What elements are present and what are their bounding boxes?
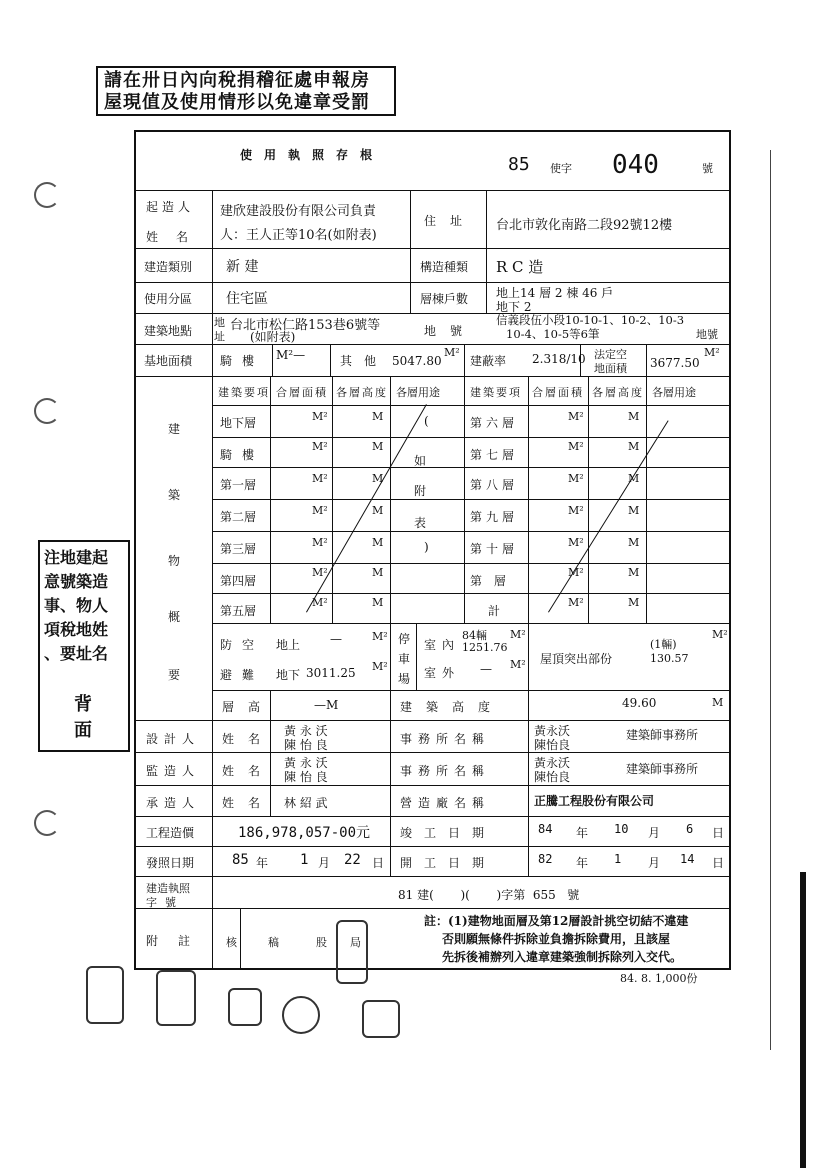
- notes-text-2: 否則願無條件拆除並負擔拆除費用，且該屋: [442, 932, 671, 946]
- unit-m-l4: M: [372, 504, 384, 517]
- unit-m2-r2: M²: [568, 440, 584, 453]
- other-unit: M²: [444, 346, 460, 359]
- parking-label-2: 車: [398, 652, 411, 666]
- unit-m2-l4: M²: [312, 504, 328, 517]
- unit-m2-r1: M²: [568, 410, 584, 423]
- unit-m-r3: M: [628, 472, 640, 485]
- finish-year: 84: [538, 822, 553, 836]
- stamp-left-line-4: 項稅地姓: [44, 620, 109, 639]
- notice-line-2: 屋現值及使用情形以免違章受罰: [104, 92, 370, 113]
- floor-left-4: 第二層: [220, 510, 257, 524]
- overview-side-3: 物: [168, 554, 181, 568]
- site-label: 建築地點: [144, 324, 193, 338]
- title-year: 85: [508, 154, 530, 175]
- shelter-label-2: 避難: [220, 668, 265, 682]
- contractor-name: 林 紹 武: [284, 796, 328, 810]
- designer-name-label: 姓名: [222, 732, 275, 746]
- contractor-firm-label: 營造廠名稱: [400, 796, 491, 810]
- unit-m2-r4: M²: [568, 504, 584, 517]
- shelter-above: 地上: [276, 638, 301, 652]
- category-value: 新 建: [226, 259, 259, 275]
- notice-stamp-left: [38, 540, 130, 752]
- use-text-5: ): [424, 540, 429, 554]
- designer-name-2: 陳 怡 良: [284, 738, 328, 752]
- floor-height-label: 層高: [222, 700, 275, 714]
- finish-month-unit: 月: [648, 826, 661, 840]
- shelter-above-value: —: [330, 632, 342, 646]
- start-month: 1: [614, 852, 622, 866]
- header-height-left: 各層高度: [336, 386, 388, 399]
- overview-side-2: 築: [168, 488, 181, 502]
- notes-stamp-col-3: 股: [316, 936, 327, 949]
- header-item-left: 建築要項: [218, 386, 270, 399]
- unit-m2-l7: M²: [312, 596, 328, 609]
- building-height-unit: M: [712, 696, 724, 709]
- builder-name-label: 姓名: [146, 230, 207, 244]
- header-use-left: 各層用途: [396, 386, 440, 399]
- header-height-right: 各層高度: [592, 386, 644, 399]
- notes-text-3: 先拆後補辦列入違章建築強制拆除列入交代。: [442, 950, 683, 964]
- floors-label: 層棟戶數: [420, 292, 469, 306]
- building-height-label: 建築高度: [400, 700, 505, 714]
- unit-m-l3: M: [372, 472, 384, 485]
- supervisor-office-3: 建築師事務所: [626, 762, 699, 776]
- lot-label-2: 地號: [696, 328, 718, 341]
- lot-label: 地號: [424, 324, 477, 338]
- supervisor-name-2: 陳 怡 良: [284, 770, 328, 784]
- address-label: 住址: [424, 214, 477, 228]
- open-label-2: 地面積: [594, 362, 627, 375]
- supervisor-name-1: 黃 永 沃: [284, 756, 328, 770]
- address-value: 台北市敦化南路二段92號12樓: [496, 218, 673, 233]
- supervisor-name-label: 姓名: [222, 764, 275, 778]
- structure-label: 構造種類: [420, 260, 469, 274]
- floor-right-2: 第七層: [470, 448, 519, 462]
- issue-day: 22: [344, 852, 361, 868]
- floor-right-7: 計: [488, 604, 501, 618]
- binder-hole-bottom: [34, 810, 60, 836]
- seal-2: [156, 970, 196, 1026]
- stamp-left-line-5: 、要址名: [44, 644, 109, 663]
- site-sublabel-2: 址: [214, 330, 225, 343]
- site-value-1: 台北市松仁路153巷6號等: [230, 318, 381, 333]
- start-year: 82: [538, 852, 553, 866]
- site-sublabel-1: 地: [214, 316, 225, 329]
- start-label: 開工日期: [400, 856, 497, 870]
- unit-m-r4: M: [628, 504, 640, 517]
- site-value-2: (如附表): [250, 330, 296, 344]
- floor-right-1: 第六層: [470, 416, 519, 430]
- indoor-unit: M²: [510, 628, 526, 641]
- unit-m2-l5: M²: [312, 536, 328, 549]
- unit-m2-r3: M²: [568, 472, 584, 485]
- use-text-1: (: [424, 414, 429, 428]
- roof-unit: M²: [712, 628, 728, 641]
- header-area-right: 合層面積: [532, 386, 584, 399]
- unit-m-r1: M: [628, 410, 640, 423]
- floor-right-6: 第 層: [470, 574, 510, 588]
- structure-value: R C 造: [496, 258, 544, 276]
- title-prefix: 使字: [550, 162, 572, 175]
- stamp-left-line-3: 事、物人: [44, 596, 109, 615]
- open-unit: M²: [704, 346, 720, 359]
- overview-side-5: 要: [168, 668, 181, 682]
- builder-value-1: 建欣建設股份有限公司負責: [220, 204, 377, 219]
- notes-label: 附註: [146, 934, 211, 948]
- lot-value-1: 信義段伍小段10-10-1、10-2、10-3: [496, 313, 685, 327]
- designer-office-1: 黃永沃: [534, 724, 571, 738]
- contractor-label: 承造人: [146, 796, 201, 810]
- unit-m-r5: M: [628, 536, 640, 549]
- floor-right-5: 第十層: [470, 542, 519, 556]
- issue-month: 1: [300, 852, 309, 868]
- other-value: 5047.80: [392, 354, 442, 368]
- unit-m-r6: M: [628, 566, 640, 579]
- designer-office-label: 事務所名稱: [400, 732, 491, 746]
- right-page-edge: [770, 150, 771, 1050]
- area-label: 基地面積: [144, 354, 193, 368]
- binder-hole-top: [34, 182, 60, 208]
- supervisor-office-2: 陳怡良: [534, 770, 571, 784]
- shelter-label-1: 防空: [220, 638, 265, 652]
- shelter-below-value: 3011.25: [306, 666, 356, 680]
- notes-stamp-col-2: 稿: [268, 936, 279, 949]
- unit-m-r7: M: [628, 596, 640, 609]
- designer-office-3: 建築師事務所: [626, 728, 699, 742]
- issue-month-unit: 月: [318, 856, 331, 870]
- designer-label: 設計人: [146, 732, 201, 746]
- permit-value: 81 建( )( )字第 655 號: [398, 888, 580, 902]
- issue-year-unit: 年: [256, 856, 269, 870]
- start-day: 14: [680, 852, 695, 866]
- start-month-unit: 月: [648, 856, 661, 870]
- unit-m-l1: M: [372, 410, 384, 423]
- print-info: 84. 8. 1,000份: [620, 972, 698, 985]
- coverage-value: 2.318/10: [532, 352, 586, 366]
- stamp-left-back: 背面: [74, 694, 92, 741]
- floors-value-1: 地上14 層 2 棟 46 戶: [496, 286, 614, 300]
- builder-value-2: 人：王人正等10名(如附表): [220, 228, 377, 243]
- lot-value-2: 10-4、10-5等6筆: [506, 327, 600, 341]
- category-label: 建造類別: [144, 260, 193, 274]
- title-suffix: 號: [702, 162, 713, 175]
- builder-label: 起造人: [146, 200, 195, 214]
- indoor-value: 84輛 1251.76: [462, 629, 508, 654]
- finish-year-unit: 年: [576, 826, 589, 840]
- form-title: 使用執照存根: [240, 148, 385, 162]
- outdoor-unit: M²: [510, 658, 526, 671]
- parking-label-3: 場: [398, 672, 411, 686]
- right-edge-shadow: [800, 872, 806, 1168]
- supervisor-label: 監造人: [146, 764, 201, 778]
- use-text-3: 附: [414, 484, 427, 498]
- notes-stamp-col-4: 局: [350, 936, 361, 949]
- unit-m2-l6: M²: [312, 566, 328, 579]
- use-text-4: 表: [414, 516, 427, 530]
- permit-number: 040: [612, 150, 659, 180]
- overview-side-1: 建: [168, 422, 181, 436]
- start-year-unit: 年: [576, 856, 589, 870]
- binder-hole-mid: [34, 398, 60, 424]
- floor-right-4: 第九層: [470, 510, 519, 524]
- shelter-above-unit: M²: [372, 630, 388, 643]
- issue-label: 發照日期: [146, 856, 195, 870]
- unit-m-l6: M: [372, 566, 384, 579]
- header-area-left: 合層面積: [276, 386, 328, 399]
- floor-left-5: 第三層: [220, 542, 257, 556]
- shelter-below: 地下: [276, 668, 301, 682]
- coverage-label: 建蔽率: [470, 354, 507, 368]
- floor-right-3: 第八層: [470, 478, 519, 492]
- unit-m2-r6: M²: [568, 566, 584, 579]
- zone-value: 住宅區: [226, 291, 268, 307]
- contractor-name-label: 姓名: [222, 796, 275, 810]
- supervisor-office-label: 事務所名稱: [400, 764, 491, 778]
- permit-label-1: 建造執照: [146, 882, 190, 895]
- issue-day-unit: 日: [372, 856, 385, 870]
- parking-label-1: 停: [398, 632, 411, 646]
- unit-m2-l2: M²: [312, 440, 328, 453]
- floor-left-6: 第四層: [220, 574, 257, 588]
- finish-label: 竣工日期: [400, 826, 497, 840]
- issue-year: 85: [232, 852, 249, 868]
- other-label: 其他: [340, 354, 389, 368]
- designer-name-1: 黃 永 沃: [284, 724, 328, 738]
- header-use-right: 各層用途: [652, 386, 696, 399]
- cost-label: 工程造價: [146, 826, 195, 840]
- zone-label: 使用分區: [144, 292, 193, 306]
- floors-value-2: 地下 2: [496, 300, 532, 314]
- unit-m-l7: M: [372, 596, 384, 609]
- stamp-left-line-1: 注地建起: [44, 548, 109, 567]
- unit-m2-r7: M²: [568, 596, 584, 609]
- unit-m2-l1: M²: [312, 410, 328, 423]
- use-text-2: 如: [414, 454, 427, 468]
- start-day-unit: 日: [712, 856, 725, 870]
- designer-office-2: 陳怡良: [534, 738, 571, 752]
- outdoor-label: 室外: [424, 666, 461, 680]
- finish-day-unit: 日: [712, 826, 725, 840]
- header-item-right: 建築要項: [470, 386, 522, 399]
- building-height-value: 49.60: [622, 696, 657, 710]
- indoor-label: 室內: [424, 638, 461, 652]
- unit-m-l2: M: [372, 440, 384, 453]
- notes-text-1: 註：(1)建物地面層及第12層設計挑空切結不違建: [424, 914, 689, 928]
- floor-left-3: 第一層: [220, 478, 257, 492]
- open-value: 3677.50: [650, 356, 700, 370]
- roof-value: (1輛) 130.57: [650, 638, 689, 665]
- permit-label-2: 字號: [146, 896, 184, 909]
- notes-stamp-col-1: 核: [226, 936, 237, 949]
- floor-height-value: —M: [314, 698, 339, 712]
- floor-left-7: 第五層: [220, 604, 257, 618]
- seal-3: [228, 988, 262, 1026]
- seal-1: [86, 966, 124, 1024]
- floor-left-2: 騎樓: [220, 448, 265, 462]
- floor-left-1: 地下層: [220, 416, 257, 430]
- notice-stamp-top: [96, 66, 396, 116]
- unit-m2-l3: M²: [312, 472, 328, 485]
- seal-6: [362, 1000, 400, 1038]
- unit-m-r2: M: [628, 440, 640, 453]
- outdoor-value: —: [480, 662, 492, 676]
- arcade-value: M²—: [276, 348, 306, 362]
- open-label-1: 法定空: [594, 348, 627, 361]
- cost-value: 186,978,057-00元: [238, 825, 371, 841]
- roof-label: 屋頂突出部份: [540, 652, 613, 666]
- contractor-firm: 正騰工程股份有限公司: [534, 794, 655, 808]
- arcade-label: 騎樓: [220, 354, 265, 368]
- stamp-left-line-2: 意號築造: [44, 572, 109, 591]
- shelter-below-unit: M²: [372, 660, 388, 673]
- supervisor-office-1: 黃永沃: [534, 756, 571, 770]
- seal-5: [336, 920, 368, 984]
- unit-m2-r5: M²: [568, 536, 584, 549]
- seal-4: [282, 996, 320, 1034]
- notice-line-1: 請在卅日內向稅捐稽征處申報房: [104, 70, 370, 91]
- finish-day: 6: [686, 822, 694, 836]
- overview-side-4: 概: [168, 610, 181, 624]
- unit-m-l5: M: [372, 536, 384, 549]
- finish-month: 10: [614, 822, 629, 836]
